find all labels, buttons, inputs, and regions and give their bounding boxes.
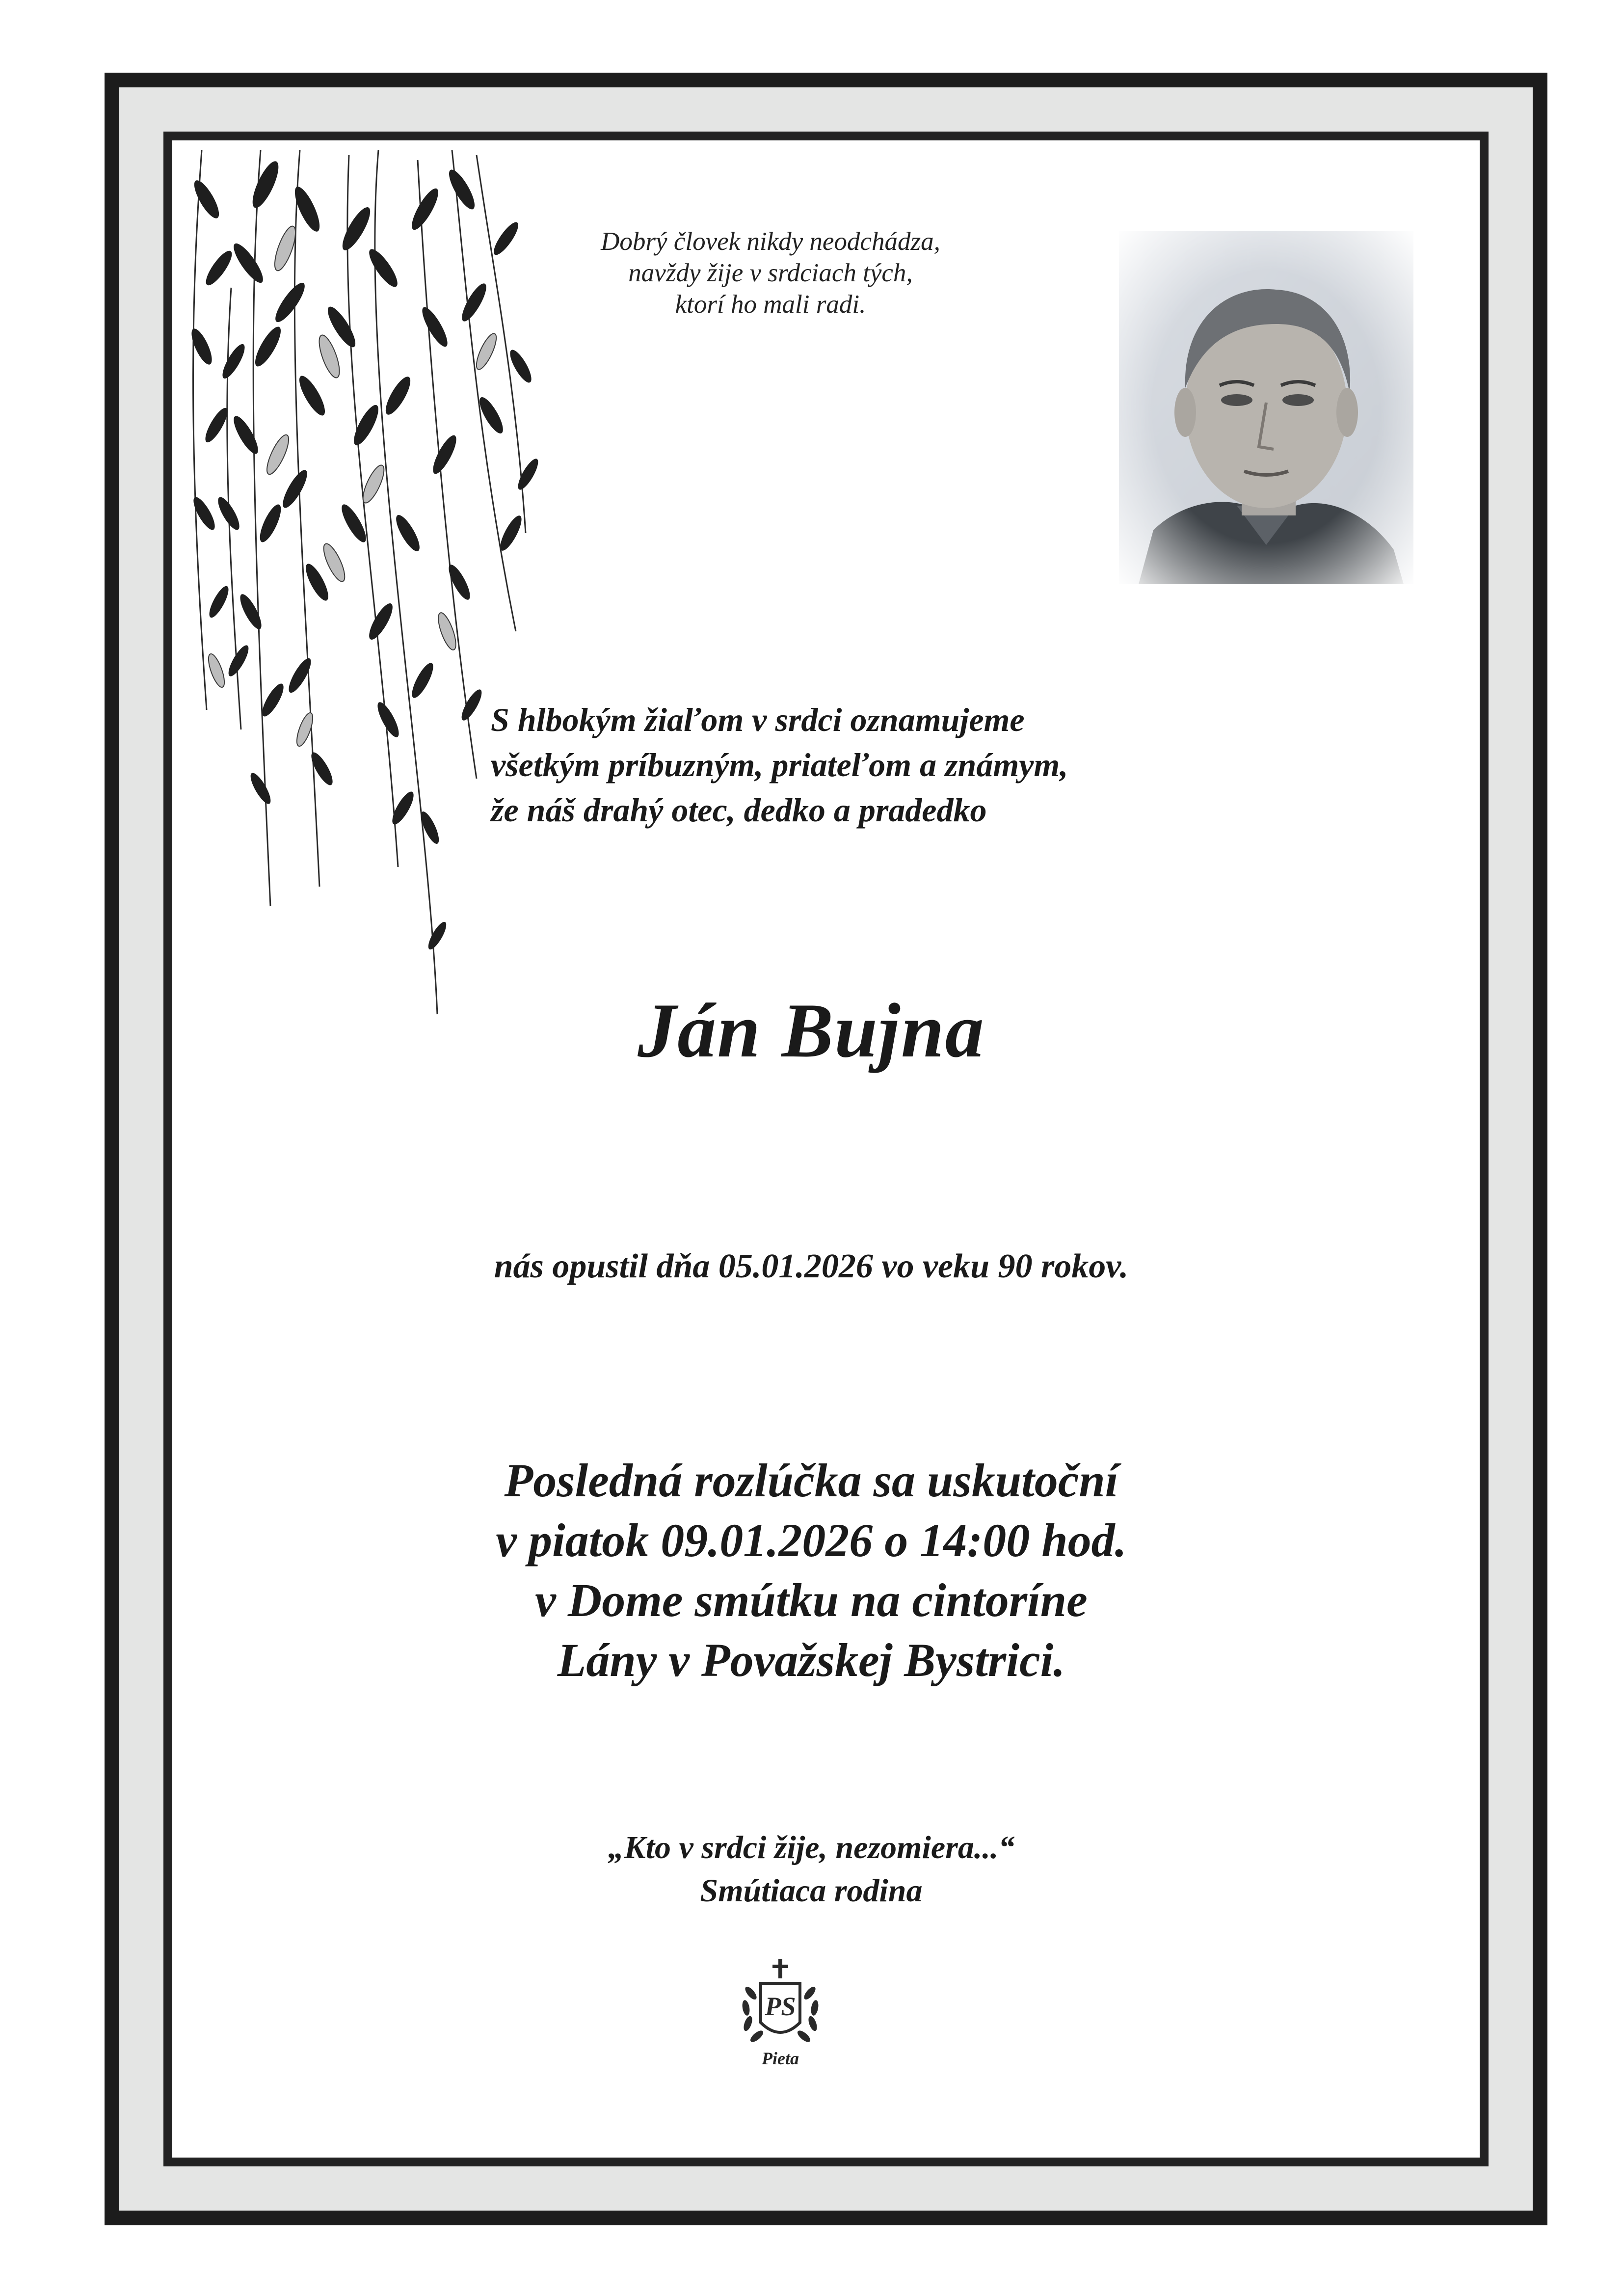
deceased-name: Ján Bujna [638,988,985,1074]
logo-name: Pieta [762,2049,799,2068]
motto-line: navždy žije v srdciach tých, [628,259,913,287]
motto-line: Dobrý človek nikdy neodchádza, [601,227,940,256]
funeral-line: v piatok 09.01.2026 o 14:00 hod. [496,1514,1127,1567]
intro-line: že náš drahý otec, dedko a pradedko [491,791,987,829]
funeral-line: Posledná rozlúčka sa uskutoční [504,1454,1118,1507]
funeral-line: v Dome smútku na cintoríne [535,1574,1088,1626]
motto-line: ktorí ho mali radi. [675,290,866,319]
willow-branches-icon [172,140,565,1024]
intro-line: S hlbokým žiaľom v srdci oznamujeme [491,701,1025,738]
family-signature: Smútiaca rodina [700,1873,923,1909]
funeral-details [320,1451,1302,1690]
funeral-line: Lány v Považskej Bystrici. [557,1634,1065,1686]
closing-quote: „Kto v srdci žije, nezomiera...“ [608,1830,1015,1865]
death-date-line: nás opustil dňa 05.01.2026 vo veku 90 rokov. [494,1247,1129,1285]
portrait-photo [1119,231,1413,584]
logo-monogram: PS [765,1992,796,2021]
announcement-intro [491,697,1276,833]
motto-quote [550,226,991,320]
intro-line: všetkým príbuzným, priateľom a známym, [491,746,1068,783]
closing-section [419,1826,1204,1913]
